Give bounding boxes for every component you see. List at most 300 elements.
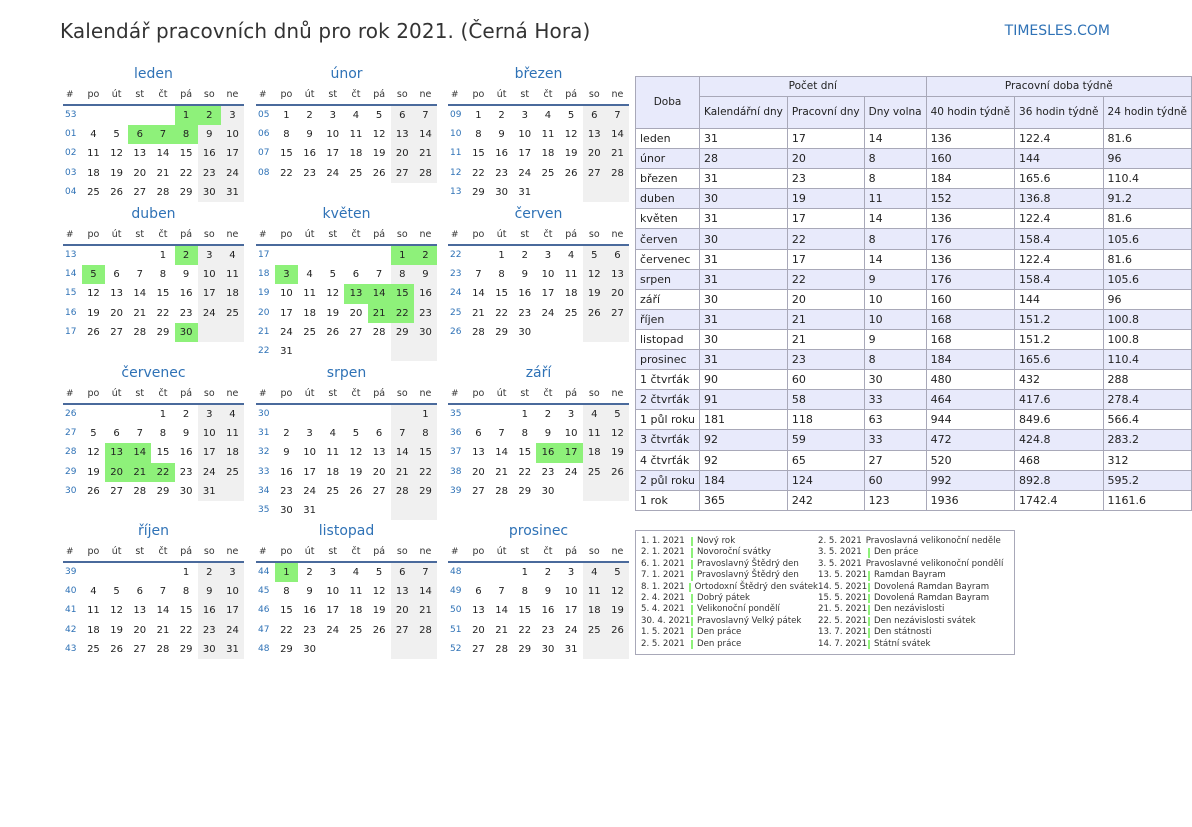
day-cell[interactable]: 7 [151,125,174,144]
day-cell[interactable]: 26 [110,186,123,198]
day-cell[interactable] [391,501,414,520]
day-cell[interactable]: 20 [606,284,629,303]
day-cell[interactable]: 20 [583,144,606,163]
day-cell[interactable]: 21 [414,144,437,163]
day-cell[interactable]: 18 [221,443,244,462]
day-cell[interactable]: 20 [133,167,147,179]
day-cell[interactable]: 3 [198,246,221,265]
day-cell[interactable]: 12 [326,288,340,300]
day-cell[interactable]: 29 [495,326,508,338]
day-cell[interactable]: 3 [544,250,552,261]
day-cell[interactable]: 5 [606,405,629,424]
day-cell[interactable]: 11 [564,269,578,281]
day-cell[interactable] [391,405,414,424]
day-cell[interactable]: 3 [567,409,575,420]
day-cell[interactable]: 2 [498,110,505,121]
day-cell[interactable] [298,405,321,424]
day-cell[interactable]: 27 [133,186,147,198]
brand-link[interactable]: TIMESLES.COM [1004,23,1110,39]
day-cell[interactable]: 25 [541,167,555,179]
day-cell[interactable]: 29 [472,186,485,198]
day-cell[interactable]: 3 [329,110,336,121]
day-cell[interactable]: 8 [283,129,290,141]
day-cell[interactable]: 15 [414,443,437,462]
day-cell[interactable]: 16 [303,148,316,160]
day-cell[interactable] [414,342,437,361]
day-cell[interactable] [560,183,583,202]
day-cell[interactable]: 11 [349,129,363,141]
day-cell[interactable] [221,323,244,342]
day-cell[interactable]: 21 [606,144,629,163]
day-cell[interactable]: 24 [326,624,340,636]
day-cell[interactable]: 26 [564,167,578,179]
day-cell[interactable]: 1 [414,405,437,424]
day-cell[interactable]: 6 [391,106,414,125]
day-cell[interactable]: 17 [303,466,316,478]
day-cell[interactable]: 29 [179,643,193,655]
day-cell[interactable]: 12 [606,424,629,443]
day-cell[interactable]: 28 [156,186,170,198]
day-cell[interactable]: 23 [303,624,316,636]
day-cell[interactable]: 14 [156,148,170,160]
day-cell[interactable]: 19 [372,605,386,617]
day-cell[interactable]: 20 [133,624,147,636]
day-cell[interactable]: 30 [518,326,532,338]
day-cell[interactable]: 15 [518,605,532,617]
day-cell[interactable]: 14 [472,288,485,300]
day-cell[interactable] [583,482,606,501]
day-cell[interactable]: 8 [391,265,414,284]
day-cell[interactable]: 30 [198,640,221,659]
day-cell[interactable] [606,482,629,501]
day-cell[interactable]: 6 [113,428,120,440]
day-cell[interactable]: 12 [87,447,100,459]
day-cell[interactable]: 11 [87,605,100,617]
day-cell[interactable]: 23 [179,307,193,319]
day-cell[interactable] [490,563,513,582]
day-cell[interactable]: 6 [352,269,360,281]
day-cell[interactable] [391,342,414,361]
day-cell[interactable]: 29 [179,186,193,198]
day-cell[interactable]: 19 [606,601,629,620]
day-cell[interactable]: 22 [151,463,174,482]
day-cell[interactable]: 20 [110,307,123,319]
day-cell[interactable]: 4 [583,405,606,424]
day-cell[interactable]: 31 [303,504,316,516]
day-cell[interactable] [344,640,367,659]
day-cell[interactable]: 9 [306,129,313,141]
day-cell[interactable]: 19 [583,284,606,303]
day-cell[interactable]: 4 [583,563,606,582]
day-cell[interactable] [128,405,151,424]
day-cell[interactable] [151,106,174,125]
day-cell[interactable]: 28 [414,621,437,640]
day-cell[interactable]: 29 [391,323,414,342]
day-cell[interactable] [583,640,606,659]
day-cell[interactable]: 13 [583,125,606,144]
day-cell[interactable]: 18 [583,443,606,462]
day-cell[interactable]: 8 [498,269,505,281]
day-cell[interactable]: 8 [159,428,167,440]
day-cell[interactable]: 1 [521,567,528,578]
day-cell[interactable]: 26 [372,624,386,636]
day-cell[interactable]: 8 [414,424,437,443]
day-cell[interactable]: 1 [521,409,528,420]
day-cell[interactable]: 27 [110,485,123,497]
day-cell[interactable]: 22 [280,167,293,179]
day-cell[interactable]: 13 [105,443,128,462]
day-cell[interactable] [105,405,128,424]
day-cell[interactable]: 23 [198,164,221,183]
day-cell[interactable]: 26 [110,643,123,655]
day-cell[interactable]: 11 [221,265,244,284]
day-cell[interactable]: 2 [306,110,313,121]
day-cell[interactable]: 4 [567,250,575,261]
day-cell[interactable] [606,323,629,342]
day-cell[interactable] [368,405,391,424]
day-cell[interactable] [298,246,321,265]
day-cell[interactable]: 4 [90,586,97,598]
day-cell[interactable]: 23 [518,307,532,319]
day-cell[interactable]: 5 [375,567,383,578]
day-cell[interactable] [467,246,490,265]
day-cell[interactable]: 6 [475,586,482,598]
day-cell[interactable] [128,563,151,582]
day-cell[interactable]: 17 [198,443,221,462]
day-cell[interactable]: 9 [283,447,290,459]
day-cell[interactable]: 16 [280,466,293,478]
day-cell[interactable]: 9 [198,125,221,144]
day-cell[interactable]: 23 [541,624,555,636]
day-cell[interactable]: 31 [518,186,532,198]
day-cell[interactable]: 27 [110,326,123,338]
day-cell[interactable]: 8 [182,586,190,598]
day-cell[interactable]: 2 [198,563,221,582]
day-cell[interactable]: 1 [275,563,298,582]
day-cell[interactable]: 12 [110,605,123,617]
day-cell[interactable]: 22 [472,167,485,179]
day-cell[interactable]: 3 [198,405,221,424]
day-cell[interactable]: 8 [159,269,167,281]
day-cell[interactable]: 19 [87,307,100,319]
day-cell[interactable]: 17 [518,148,532,160]
day-cell[interactable]: 18 [221,284,244,303]
day-cell[interactable]: 28 [606,164,629,183]
day-cell[interactable]: 22 [518,466,532,478]
day-cell[interactable]: 30 [175,323,198,342]
day-cell[interactable]: 9 [182,428,190,440]
day-cell[interactable]: 6 [136,586,143,598]
day-cell[interactable]: 27 [606,304,629,323]
day-cell[interactable]: 31 [221,640,244,659]
day-cell[interactable]: 21 [128,463,151,482]
day-cell[interactable]: 14 [414,582,437,601]
day-cell[interactable]: 2 [283,428,290,440]
day-cell[interactable]: 19 [110,167,123,179]
day-cell[interactable]: 26 [372,167,386,179]
day-cell[interactable]: 6 [475,428,482,440]
day-cell[interactable]: 20 [472,624,485,636]
day-cell[interactable]: 30 [414,323,437,342]
day-cell[interactable]: 30 [495,186,508,198]
day-cell[interactable] [82,405,105,424]
day-cell[interactable]: 31 [221,183,244,202]
day-cell[interactable]: 2 [414,246,437,265]
day-cell[interactable] [368,342,391,361]
day-cell[interactable]: 23 [280,485,293,497]
day-cell[interactable] [198,323,221,342]
day-cell[interactable] [321,405,344,424]
day-cell[interactable]: 1 [159,409,167,420]
day-cell[interactable] [536,183,559,202]
day-cell[interactable] [368,246,391,265]
day-cell[interactable]: 29 [414,482,437,501]
day-cell[interactable]: 13 [606,265,629,284]
day-cell[interactable] [82,246,105,265]
day-cell[interactable]: 9 [198,582,221,601]
day-cell[interactable]: 30 [179,485,193,497]
day-cell[interactable]: 14 [495,605,508,617]
day-cell[interactable]: 16 [179,288,193,300]
day-cell[interactable]: 7 [498,586,505,598]
day-cell[interactable]: 12 [564,129,578,141]
day-cell[interactable]: 18 [583,601,606,620]
day-cell[interactable]: 25 [349,167,363,179]
day-cell[interactable]: 17 [564,605,578,617]
day-cell[interactable]: 10 [326,129,340,141]
day-cell[interactable]: 28 [133,485,147,497]
day-cell[interactable]: 2 [521,250,528,261]
day-cell[interactable]: 3 [275,265,298,284]
day-cell[interactable]: 4 [221,246,244,265]
day-cell[interactable] [467,405,490,424]
day-cell[interactable]: 6 [113,269,120,281]
day-cell[interactable]: 1 [159,250,167,261]
day-cell[interactable]: 7 [498,428,505,440]
day-cell[interactable]: 22 [391,304,414,323]
day-cell[interactable]: 20 [391,601,414,620]
day-cell[interactable]: 19 [87,466,100,478]
day-cell[interactable]: 10 [198,265,221,284]
day-cell[interactable]: 27 [391,621,414,640]
day-cell[interactable]: 18 [303,307,316,319]
day-cell[interactable]: 7 [375,269,383,281]
day-cell[interactable]: 17 [326,148,340,160]
day-cell[interactable]: 11 [349,586,363,598]
day-cell[interactable]: 15 [280,605,293,617]
day-cell[interactable]: 5 [352,428,360,440]
day-cell[interactable]: 21 [133,307,147,319]
day-cell[interactable]: 26 [606,463,629,482]
day-cell[interactable]: 21 [414,601,437,620]
day-cell[interactable]: 23 [179,466,193,478]
day-cell[interactable]: 27 [583,164,606,183]
day-cell[interactable] [321,342,344,361]
day-cell[interactable]: 16 [518,288,532,300]
day-cell[interactable]: 18 [326,466,340,478]
day-cell[interactable]: 23 [541,466,555,478]
day-cell[interactable]: 12 [372,586,386,598]
day-cell[interactable]: 7 [414,563,437,582]
day-cell[interactable]: 9 [498,129,505,141]
day-cell[interactable]: 16 [198,601,221,620]
day-cell[interactable]: 11 [221,424,244,443]
day-cell[interactable]: 4 [306,269,313,281]
day-cell[interactable]: 16 [541,605,555,617]
day-cell[interactable]: 15 [495,288,508,300]
day-cell[interactable]: 10 [198,424,221,443]
day-cell[interactable]: 1 [391,246,414,265]
day-cell[interactable]: 18 [349,605,363,617]
day-cell[interactable]: 19 [372,148,386,160]
day-cell[interactable] [82,563,105,582]
day-cell[interactable]: 26 [349,485,363,497]
day-cell[interactable]: 7 [136,428,143,440]
day-cell[interactable]: 29 [280,643,293,655]
day-cell[interactable]: 25 [303,326,316,338]
day-cell[interactable]: 15 [156,288,170,300]
day-cell[interactable] [321,246,344,265]
day-cell[interactable]: 13 [110,288,123,300]
day-cell[interactable]: 24 [564,624,578,636]
day-cell[interactable]: 22 [518,624,532,636]
day-cell[interactable]: 14 [128,443,151,462]
day-cell[interactable]: 25 [326,485,340,497]
day-cell[interactable] [128,246,151,265]
day-cell[interactable]: 6 [128,125,151,144]
day-cell[interactable]: 28 [372,326,386,338]
day-cell[interactable]: 22 [495,307,508,319]
day-cell[interactable]: 21 [472,307,485,319]
day-cell[interactable]: 11 [303,288,316,300]
day-cell[interactable]: 23 [303,167,316,179]
day-cell[interactable]: 13 [391,582,414,601]
day-cell[interactable]: 22 [414,463,437,482]
day-cell[interactable]: 14 [606,125,629,144]
day-cell[interactable] [467,563,490,582]
day-cell[interactable]: 10 [326,586,340,598]
day-cell[interactable]: 30 [198,183,221,202]
day-cell[interactable]: 25 [87,643,100,655]
day-cell[interactable]: 13 [344,284,367,303]
day-cell[interactable]: 10 [518,129,532,141]
day-cell[interactable] [344,501,367,520]
day-cell[interactable]: 21 [156,167,170,179]
day-cell[interactable]: 12 [372,129,386,141]
day-cell[interactable]: 8 [521,586,528,598]
day-cell[interactable]: 27 [349,326,363,338]
day-cell[interactable]: 31 [198,482,221,501]
day-cell[interactable] [344,342,367,361]
day-cell[interactable]: 21 [368,304,391,323]
day-cell[interactable]: 10 [280,288,293,300]
day-cell[interactable]: 2 [544,567,552,578]
day-cell[interactable]: 9 [182,269,190,281]
day-cell[interactable] [606,183,629,202]
day-cell[interactable]: 22 [156,307,170,319]
day-cell[interactable]: 9 [544,586,552,598]
day-cell[interactable]: 5 [567,110,575,121]
day-cell[interactable]: 20 [391,144,414,163]
day-cell[interactable] [344,405,367,424]
day-cell[interactable] [391,640,414,659]
day-cell[interactable]: 29 [518,643,532,655]
day-cell[interactable]: 12 [583,265,606,284]
day-cell[interactable] [414,640,437,659]
day-cell[interactable] [490,405,513,424]
day-cell[interactable]: 10 [221,582,244,601]
day-cell[interactable]: 12 [349,447,363,459]
day-cell[interactable]: 11 [87,148,100,160]
day-cell[interactable] [606,640,629,659]
day-cell[interactable]: 24 [518,167,532,179]
day-cell[interactable]: 5 [113,586,120,598]
day-cell[interactable]: 4 [329,428,336,440]
day-cell[interactable]: 18 [564,288,578,300]
day-cell[interactable]: 13 [472,447,485,459]
day-cell[interactable]: 14 [391,443,414,462]
day-cell[interactable]: 5 [583,246,606,265]
day-cell[interactable]: 1 [475,110,482,121]
day-cell[interactable] [275,405,298,424]
day-cell[interactable]: 30 [541,643,555,655]
day-cell[interactable]: 15 [472,148,485,160]
day-cell[interactable]: 16 [536,443,559,462]
day-cell[interactable]: 9 [544,428,552,440]
day-cell[interactable]: 6 [606,246,629,265]
day-cell[interactable]: 28 [414,164,437,183]
day-cell[interactable]: 9 [306,586,313,598]
day-cell[interactable]: 23 [414,304,437,323]
day-cell[interactable]: 18 [87,167,100,179]
day-cell[interactable]: 3 [521,110,528,121]
day-cell[interactable]: 17 [541,288,555,300]
day-cell[interactable]: 19 [110,624,123,636]
day-cell[interactable]: 19 [564,148,578,160]
day-cell[interactable] [82,106,105,125]
day-cell[interactable]: 7 [475,269,482,281]
day-cell[interactable]: 4 [352,110,360,121]
day-cell[interactable]: 7 [391,424,414,443]
day-cell[interactable] [275,246,298,265]
day-cell[interactable]: 2 [182,409,190,420]
day-cell[interactable]: 24 [541,307,555,319]
day-cell[interactable]: 2 [175,246,198,265]
day-cell[interactable]: 5 [375,110,383,121]
day-cell[interactable]: 1 [498,250,505,261]
day-cell[interactable]: 27 [472,643,485,655]
day-cell[interactable]: 21 [495,466,508,478]
day-cell[interactable]: 8 [283,586,290,598]
day-cell[interactable]: 5 [606,563,629,582]
day-cell[interactable] [583,183,606,202]
day-cell[interactable]: 20 [349,307,363,319]
day-cell[interactable] [151,563,174,582]
day-cell[interactable]: 7 [136,269,143,281]
day-cell[interactable]: 25 [349,624,363,636]
day-cell[interactable]: 16 [179,447,193,459]
day-cell[interactable] [560,482,583,501]
day-cell[interactable]: 28 [495,485,508,497]
day-cell[interactable]: 13 [133,605,147,617]
day-cell[interactable]: 6 [583,106,606,125]
day-cell[interactable]: 28 [472,326,485,338]
day-cell[interactable] [414,501,437,520]
day-cell[interactable]: 24 [221,164,244,183]
day-cell[interactable]: 5 [90,428,97,440]
day-cell[interactable]: 29 [518,485,532,497]
day-cell[interactable]: 10 [303,447,316,459]
